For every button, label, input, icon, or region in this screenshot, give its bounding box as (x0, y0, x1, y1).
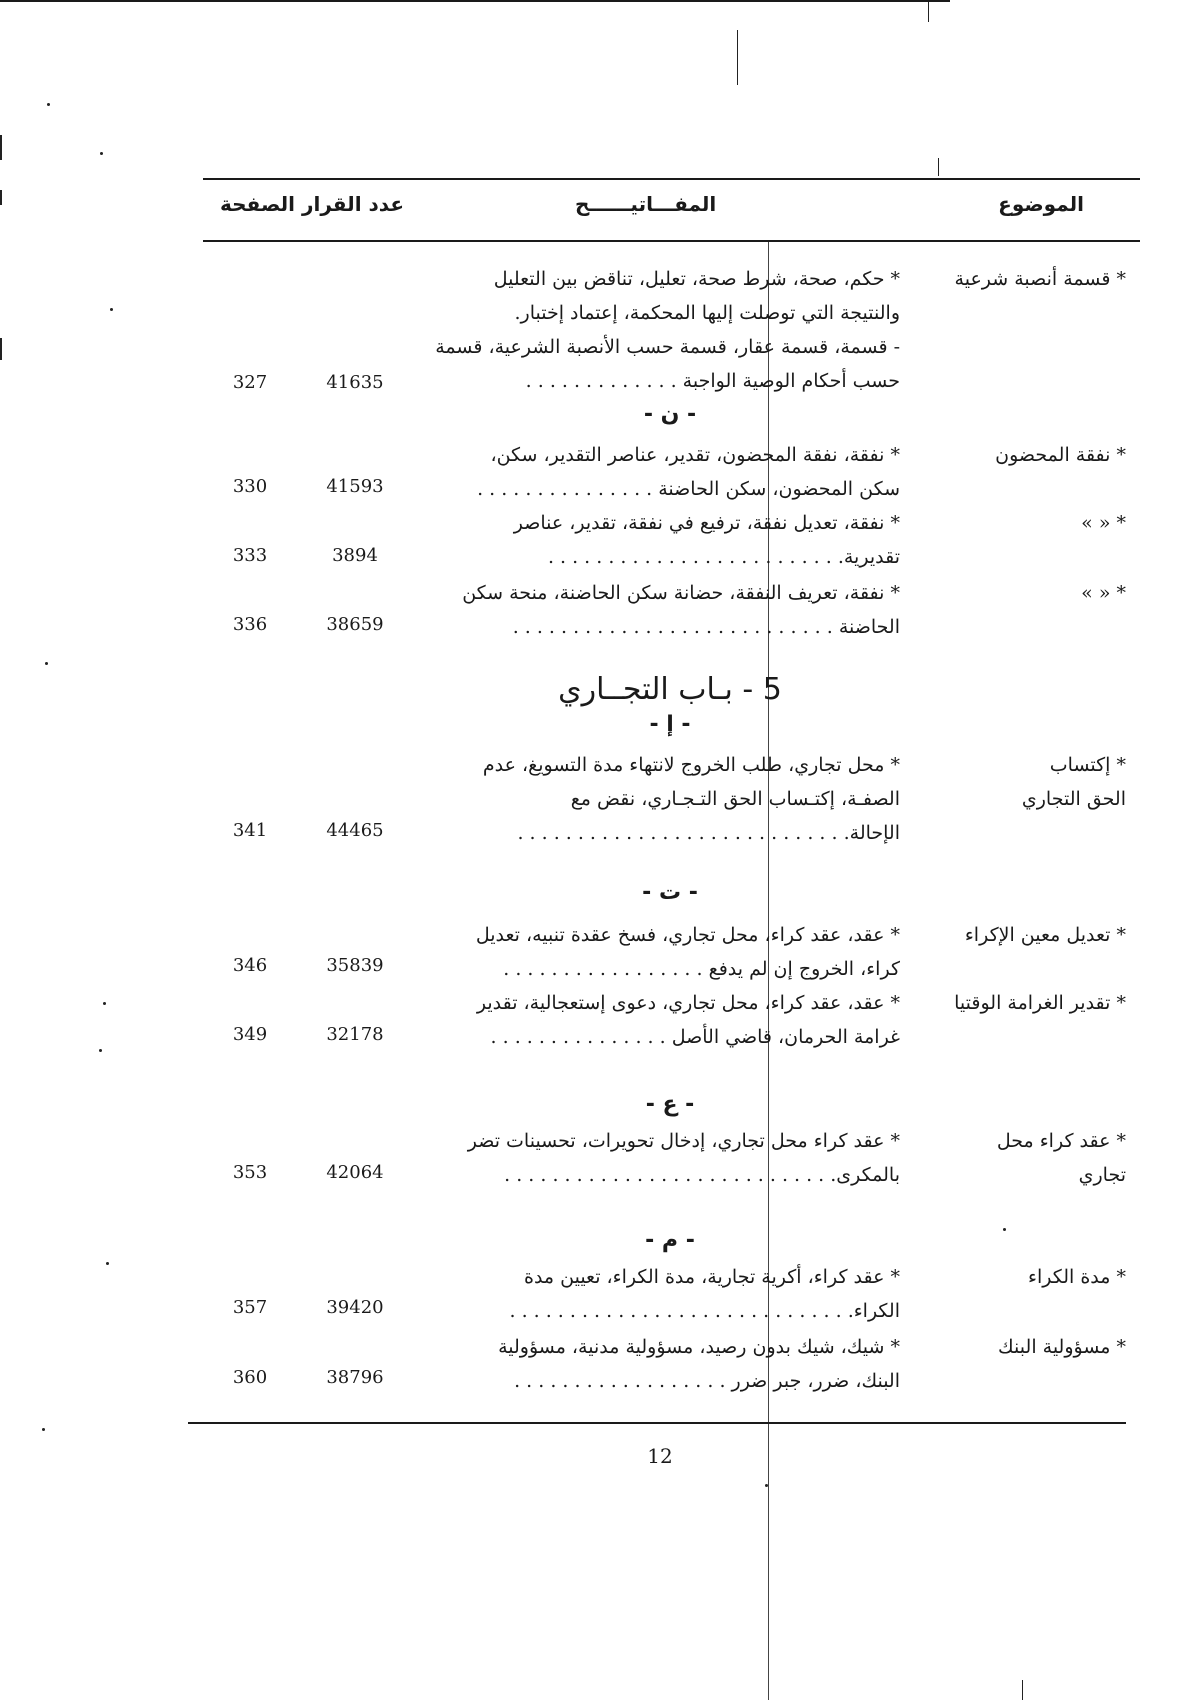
keyword-line: سكن المحضون، سكن الحاضنة . . . . . . . . . . . . . . . (477, 478, 900, 500)
keywords-block (410, 438, 900, 506)
decision-number: 35839 (326, 955, 384, 976)
scan-speck (1003, 1228, 1006, 1231)
header-bottom-rule (203, 240, 1140, 242)
keyword-line: الإحالة. . . . . . . . . . . . . . . . . . . . . . . . . . . . (517, 822, 900, 844)
header-decision-page: عدد القرار الصفحة (220, 192, 404, 216)
chapter-heading: 5 - بـاب التجــاري (558, 672, 782, 707)
subject-label: * قسمة أنصبة شرعية (954, 268, 1126, 290)
scan-speck (100, 152, 103, 155)
keywords-block (410, 1330, 900, 1398)
scan-speck (103, 1002, 106, 1005)
keyword-line: غرامة الحرمان، قاضي الأصل . . . . . . . . . . . . . . . (490, 1026, 900, 1048)
subject-label: * تقدير الغرامة الوقتيا (954, 992, 1126, 1014)
decision-number: 38796 (326, 1367, 384, 1388)
subject-label: * « » (1081, 582, 1126, 604)
subject-label: * تعديل معين الإكراء (964, 924, 1126, 946)
subject-label: * عقد كراء محل تجاري (996, 1130, 1126, 1186)
page-ref: 327 (232, 372, 268, 393)
section-letter: - ع - (645, 1092, 695, 1117)
page-ref: 349 (232, 1024, 268, 1045)
page-ref: 336 (232, 614, 268, 635)
decision-number: 3894 (332, 545, 378, 566)
section-letter: - إ - (649, 712, 691, 737)
subject-label: * مسؤولية البنك (998, 1336, 1126, 1358)
scan-speck (99, 1049, 102, 1052)
scan-mark (0, 190, 2, 205)
keywords-block (410, 262, 900, 398)
page-ref: 333 (232, 545, 268, 566)
page-ref: 346 (232, 955, 268, 976)
keyword-line: * محل تجاري، طلب الخروج لانتهاء مدة التسويغ، عدم (482, 754, 900, 776)
keyword-line: حسب أحكام الوصية الواجبة . . . . . . . . . . . . . (525, 370, 900, 392)
header-top-rule (203, 178, 1140, 180)
decision-number: 39420 (326, 1297, 384, 1318)
scan-speck (45, 662, 48, 665)
page-ref: 330 (232, 476, 268, 497)
scan-mark (0, 338, 2, 360)
decision-number: 41593 (326, 476, 384, 497)
keyword-line: الصفـة، إكتـساب الحق التـجـاري، نقض مع (570, 788, 900, 810)
subject-label: * مدة الكراء (1028, 1266, 1126, 1288)
decision-number: 41635 (326, 372, 384, 393)
keyword-line: * شيك، شيك بدون رصيد، مسؤولية مدنية، مسؤولية (498, 1336, 900, 1358)
section-letter: - م - (645, 1228, 695, 1253)
page-ref: 353 (232, 1162, 268, 1183)
keyword-line: البنك، ضرر، جبر ضرر . . . . . . . . . . . . . . . . . . (514, 1370, 900, 1392)
keyword-line: والنتيجة التي توصلت إليها المحكمة، إعتماد إختبار. (514, 302, 900, 324)
keywords-block (410, 986, 900, 1054)
keyword-line: * عقد كراء محل تجاري، إدخال تحويرات، تحسينات تضر (467, 1130, 900, 1152)
keyword-line: بالمكرى. . . . . . . . . . . . . . . . . . . . . . . . . . . . (504, 1164, 900, 1186)
decision-number: 44465 (326, 820, 384, 841)
scan-mark (0, 135, 2, 160)
keywords-block (410, 1124, 900, 1192)
keyword-line: * نفقة، نفقة المحضون، تقدير، عناصر التقدير، سكن، (490, 444, 900, 466)
keywords-block (410, 576, 900, 644)
page-ref: 341 (232, 820, 268, 841)
keywords-block (410, 1260, 900, 1328)
scan-speck (42, 1428, 45, 1431)
subject-label: * نفقة المحضون (995, 444, 1126, 466)
scan-speck (110, 308, 113, 311)
keyword-line: - قسمة، قسمة عقار، قسمة حسب الأنصبة الشرعية، قسمة (435, 336, 900, 358)
keyword-line: * حكم، صحة، شرط صحة، تعليل، تناقض بين التعليل (493, 268, 900, 290)
page-ref: 357 (232, 1297, 268, 1318)
scan-speck (106, 1262, 109, 1265)
top-edge-rule (0, 0, 950, 2)
keyword-line: * نفقة، تعريف النفقة، حضانة سكن الحاضنة، منحة سكن (462, 582, 900, 604)
keyword-line: * نفقة، تعديل نفقة، ترفيع في نفقة، تقدير، عناصر (513, 512, 900, 534)
decision-number: 32178 (326, 1024, 384, 1045)
keyword-line: كراء، الخروج إن لم يدفع . . . . . . . . . . . . . . . . . (503, 958, 900, 980)
scan-mark (737, 30, 738, 85)
keywords-block (410, 506, 900, 574)
decision-number: 42064 (326, 1162, 384, 1183)
keywords-block (410, 748, 900, 850)
keyword-line: * عقد كراء، أكرية تجارية، مدة الكراء، تعيين مدة (523, 1266, 900, 1288)
page-number: 12 (647, 1444, 673, 1468)
subject-label: * إكتساب الحق التجاري (1021, 754, 1126, 810)
header-keywords: المفـــاتيــــــح (575, 192, 717, 216)
section-letter: - ن - (643, 402, 697, 427)
section-letter: - ت - (642, 880, 698, 905)
keyword-line: الحاضنة . . . . . . . . . . . . . . . . . . . . . . . . . . . (512, 616, 900, 638)
keyword-line: * عقد، عقد كراء، محل تجاري، فسخ عقدة تنبيه، تعديل (475, 924, 900, 946)
keyword-line: تقديرية. . . . . . . . . . . . . . . . . . . . . . . . . (547, 546, 900, 568)
footer-rule (188, 1422, 1126, 1424)
header-subject: الموضوع (998, 192, 1084, 216)
keyword-line: * عقد، عقد كراء، محل تجاري، دعوى إستعجالية، تقدير (476, 992, 900, 1014)
keywords-block (410, 918, 900, 986)
scan-mark (928, 2, 929, 22)
subject-label: * « » (1081, 512, 1126, 534)
scan-mark (938, 158, 939, 176)
page-ref: 360 (232, 1367, 268, 1388)
decision-number: 38659 (326, 614, 384, 635)
keyword-line: الكراء. . . . . . . . . . . . . . . . . . . . . . . . . . . . . (509, 1300, 900, 1322)
scan-speck (47, 103, 50, 106)
scan-mark (1022, 1680, 1023, 1700)
